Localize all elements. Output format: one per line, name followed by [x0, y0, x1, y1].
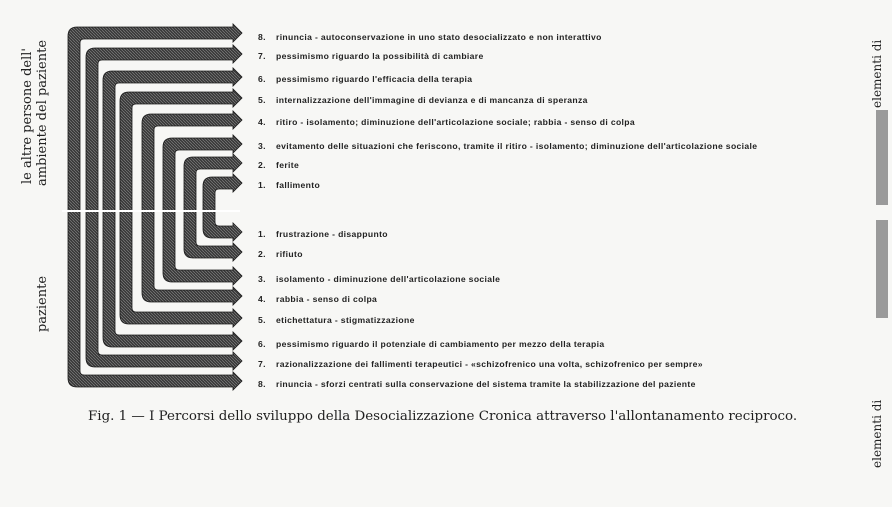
- lower-item-6: 6. pessimismo riguardo il potenziale di cambiamento per mezzo della terapia: [258, 339, 605, 349]
- upper-item-3: 3. evitamento delle situazioni che feriscono, tramite il ritiro - isolamento; diminuzione dell'articolazione sociale: [258, 141, 758, 151]
- upper-item-6: 6. pessimismo riguardo l'efficacia della terapia: [258, 74, 473, 84]
- upper-arrow-3: [163, 135, 242, 211]
- right-margin-text-top: elementi di: [870, 39, 884, 108]
- lower-item-1: 1. frustrazione - disappunto: [258, 229, 388, 239]
- upper-item-5: 5. internalizzazione dell'immagine di devianza e di mancanza di speranza: [258, 95, 588, 105]
- side-label-patient: [35, 269, 51, 339]
- lower-item-3: 3. isolamento - diminuzione dell'articolazione sociale: [258, 274, 501, 284]
- right-margin-arrow-bar-top: [876, 110, 888, 205]
- right-margin-arrow-bar-bottom: [876, 220, 888, 318]
- lower-item-8: 8. rinuncia - sforzi centrati sulla conservazione del sistema tramite la stabilizzazione del paziente: [258, 379, 696, 389]
- upper-item-4: 4. ritiro - isolamento; diminuzione dell'articolazione sociale; rabbia - senso di colpa: [258, 117, 636, 127]
- lower-item-2: 2. rifiuto: [258, 249, 303, 259]
- side-label-patient-text: paziente: [35, 275, 50, 333]
- upper-arrow-1: [203, 174, 242, 211]
- lower-arrow-1: [203, 211, 242, 241]
- side-label-others: [20, 39, 52, 186]
- side-label-others-line2: ambiente del paziente: [35, 39, 50, 186]
- upper-item-1: 1. fallimento: [258, 180, 321, 190]
- lower-item-4: 4. rabbia - senso di colpa: [258, 294, 378, 304]
- upper-item-7: 7. pessimismo riguardo la possibilità di cambiare: [258, 51, 484, 61]
- figure-caption: Fig. 1 — I Percorsi dello sviluppo della Desocializzazione Cronica attraverso l'allontanamento reciproco.: [88, 409, 798, 424]
- upper-item-8: 8. rinuncia - autoconservazione in uno stato desocializzato e non interattivo: [258, 32, 602, 42]
- lower-item-5: 5. etichettatura - stigmatizzazione: [258, 315, 415, 325]
- upper-item-2: 2. ferite: [258, 160, 300, 170]
- right-margin-text-bottom: elementi di: [870, 399, 884, 468]
- side-label-others-line1: le altre persone dell': [20, 48, 35, 184]
- lower-item-7: 7. razionalizzazione dei fallimenti terapeutici - «schizofrenico una volta, schizofrenico per sempre»: [258, 359, 703, 369]
